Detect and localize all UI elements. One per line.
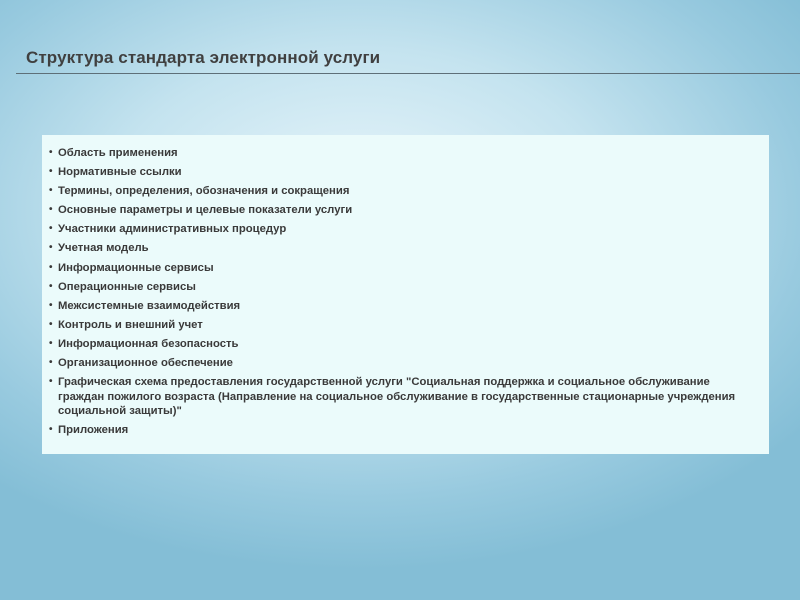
content-box (42, 135, 769, 454)
bullet-icon: • (49, 357, 53, 369)
list-item (49, 241, 757, 256)
list-item (49, 146, 757, 161)
bullet-icon: • (49, 299, 53, 311)
list-item-text: Межсистемные взаимодействия (58, 299, 241, 312)
list-item (49, 423, 757, 438)
list-item (49, 165, 757, 180)
list-item (49, 261, 757, 276)
slide-title: Структура стандарта электронной услуги (26, 48, 381, 67)
list-item-text: Участники административных процедур (58, 223, 287, 236)
list-item (49, 337, 757, 352)
list-item-text: Основные параметры и целевые показатели услуги (58, 204, 353, 217)
list-item (49, 299, 757, 314)
list-item-text: Операционные сервисы (58, 280, 196, 293)
list-item-text: Графическая схема предоставления государственной услуги "Социальная поддержка и социальное обслуживание граждан пожилого возраста (Направление на социальное обслуживание в государственные стационарные учреждения социальной защиты)" (58, 376, 736, 418)
list-item-text: Область применения (58, 147, 178, 159)
list-item (49, 222, 757, 237)
list-item-text: Информационная безопасность (58, 337, 239, 350)
list-item (49, 318, 757, 333)
bullet-list (49, 146, 757, 438)
list-item (49, 375, 757, 419)
title-divider (16, 73, 800, 74)
bullet-icon: • (49, 261, 53, 273)
bullet-icon: • (49, 376, 53, 388)
list-item-text: Информационные сервисы (58, 261, 214, 274)
list-item-text: Термины, определения, обозначения и сокращения (58, 185, 350, 198)
list-item (49, 356, 757, 371)
list-item (49, 203, 757, 218)
bullet-icon: • (49, 318, 53, 330)
bullet-icon: • (49, 223, 53, 235)
list-item (49, 280, 757, 295)
list-item (49, 184, 757, 199)
list-item-text: Учетная модель (58, 242, 149, 255)
bullet-icon: • (49, 204, 53, 216)
list-item-text: Организационное обеспечение (58, 357, 233, 370)
bullet-icon: • (49, 166, 53, 178)
bullet-icon: • (49, 280, 53, 292)
list-item-text: Нормативные ссылки (58, 166, 182, 179)
bullet-icon: • (49, 424, 53, 436)
list-item-text: Приложения (58, 424, 129, 437)
bullet-icon: • (49, 337, 53, 349)
bullet-icon: • (49, 185, 53, 197)
bullet-icon: • (49, 242, 53, 254)
bullet-icon: • (49, 147, 53, 158)
list-item-text: Контроль и внешний учет (58, 318, 203, 331)
